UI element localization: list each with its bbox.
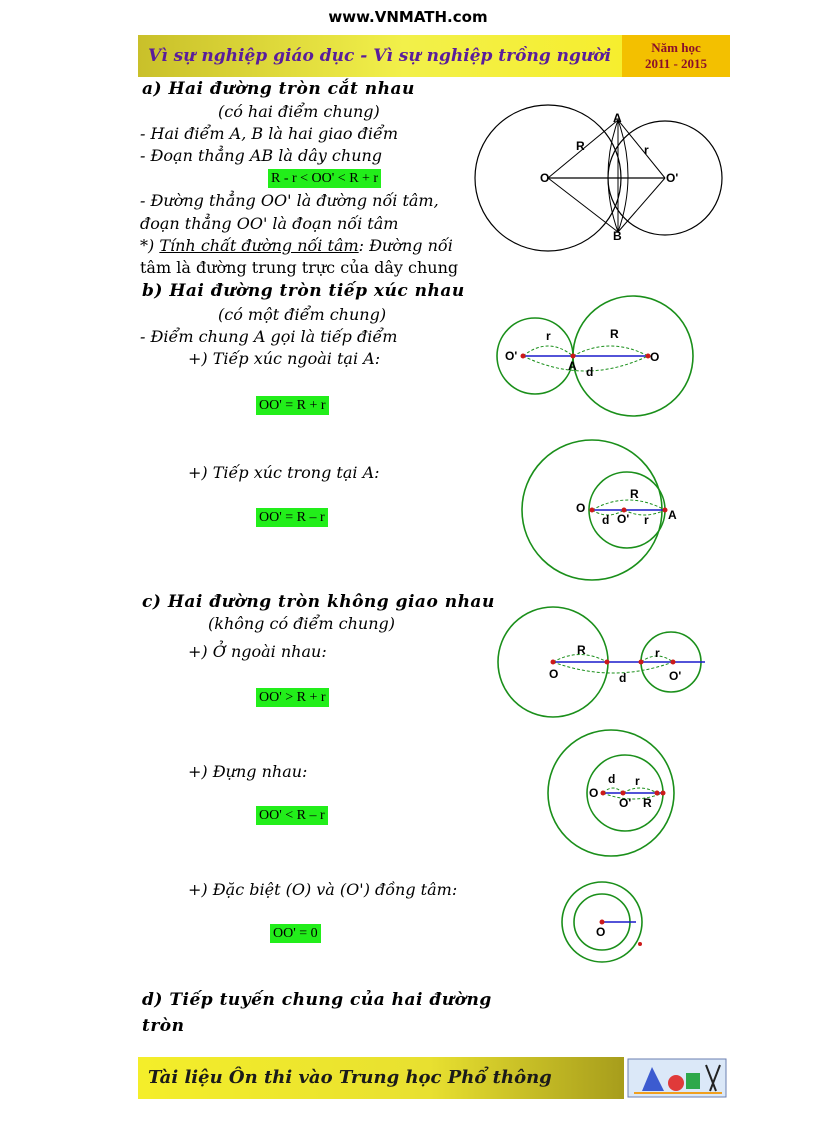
geometry-tools-icon	[624, 1057, 730, 1099]
section-b-subtitle: (có một điểm chung)	[218, 305, 387, 324]
school-year-box	[622, 35, 730, 77]
formula-internal-tangent: OO' = R – r	[256, 508, 328, 527]
property-line2: tâm là đường trung trực của dây chung	[140, 258, 459, 277]
figure-intersecting-circles	[470, 100, 730, 270]
label-r: r	[644, 513, 649, 527]
section-b-case1: +) Tiếp xúc ngoài tại A:	[188, 349, 381, 368]
label-O-prime: O'	[666, 171, 679, 185]
section-d-title-line2: tròn	[142, 1016, 185, 1036]
figure-circles-concentric	[550, 878, 650, 978]
formula-intersect: R - r < OO' < R + r	[268, 169, 381, 188]
label-R: R	[610, 327, 619, 341]
section-c-title: c) Hai đường tròn không giao nhau	[142, 592, 495, 612]
figure-circles-outside	[495, 602, 715, 722]
label-R: R	[577, 643, 586, 657]
section-b-case2: +) Tiếp xúc trong tại A:	[188, 463, 380, 482]
label-r: r	[635, 774, 640, 788]
label-R: R	[576, 139, 585, 153]
footer-text: Tài liệu Ôn thi vào Trung học Phổ thông	[138, 1057, 624, 1099]
label-O: O	[576, 501, 586, 515]
formula-external-tangent: OO' = R + r	[256, 396, 329, 415]
page-footer	[138, 1057, 730, 1099]
label-O: O	[540, 171, 550, 185]
section-a-line: - Đoạn thẳng AB là dây chung	[140, 146, 383, 165]
section-c-case3: +) Đặc biệt (O) và (O') đồng tâm:	[188, 880, 458, 899]
label-d: d	[619, 671, 627, 685]
section-a-line: - Hai điểm A, B là hai giao điểm	[140, 124, 398, 143]
label-A: A	[668, 508, 677, 522]
section-b-line: - Điểm chung A gọi là tiếp điểm	[140, 327, 398, 346]
section-a-line: - Đường thẳng OO' là đường nối tâm,	[140, 191, 439, 210]
property-rest: : Đường nối	[358, 236, 453, 255]
site-url[interactable]: www.VNMATH.com	[328, 8, 488, 26]
property-prefix: *)	[140, 236, 160, 255]
label-A: A	[568, 359, 577, 373]
formula-concentric: OO' = 0	[270, 924, 321, 943]
label-B: B	[613, 229, 622, 243]
formula-outside: OO' > R + r	[256, 688, 329, 707]
figure-external-tangency	[490, 300, 690, 415]
section-b-title: b) Hai đường tròn tiếp xúc nhau	[142, 281, 465, 301]
formula-contained: OO' < R – r	[256, 806, 328, 825]
label-O: O	[596, 925, 606, 939]
label-O: O	[650, 350, 660, 364]
section-c-subtitle: (không có điểm chung)	[208, 614, 396, 633]
section-a-subtitle: (có hai điểm chung)	[218, 102, 380, 121]
label-O: O	[549, 667, 559, 681]
label-d: d	[602, 513, 610, 527]
label-O-prime: O'	[505, 349, 518, 363]
school-year-range: 2011 - 2015	[644, 56, 708, 71]
label-d: d	[586, 365, 594, 379]
label-O-prime: O'	[669, 669, 682, 683]
figure-circles-contained	[535, 727, 705, 862]
label-R: R	[643, 796, 652, 810]
section-a-line: đoạn thẳng OO' là đoạn nối tâm	[140, 214, 399, 233]
label-O: O	[589, 786, 599, 800]
label-r: r	[655, 646, 660, 660]
school-year-label: Năm học	[651, 40, 701, 55]
section-a-title: a) Hai đường tròn cắt nhau	[142, 79, 415, 99]
section-c-case2: +) Đựng nhau:	[188, 762, 308, 781]
property-line	[140, 236, 453, 256]
label-r: r	[546, 329, 551, 343]
page-header	[138, 35, 730, 77]
label-O-prime: O'	[617, 512, 630, 526]
label-O-prime: O'	[619, 796, 632, 810]
section-c-case1: +) Ở ngoài nhau:	[188, 642, 327, 661]
label-d: d	[608, 772, 616, 786]
label-r: r	[644, 143, 649, 157]
property-title: Tính chất đường nối tâm	[159, 236, 359, 255]
header-motto: Vì sự nghiệp giáo dục - Vì sự nghiệp trồng người	[138, 35, 622, 77]
figure-internal-tangency	[520, 432, 710, 592]
section-d-title-line1: d) Tiếp tuyến chung của hai đường	[142, 990, 492, 1010]
label-A: A	[613, 111, 622, 125]
label-R: R	[630, 487, 639, 501]
